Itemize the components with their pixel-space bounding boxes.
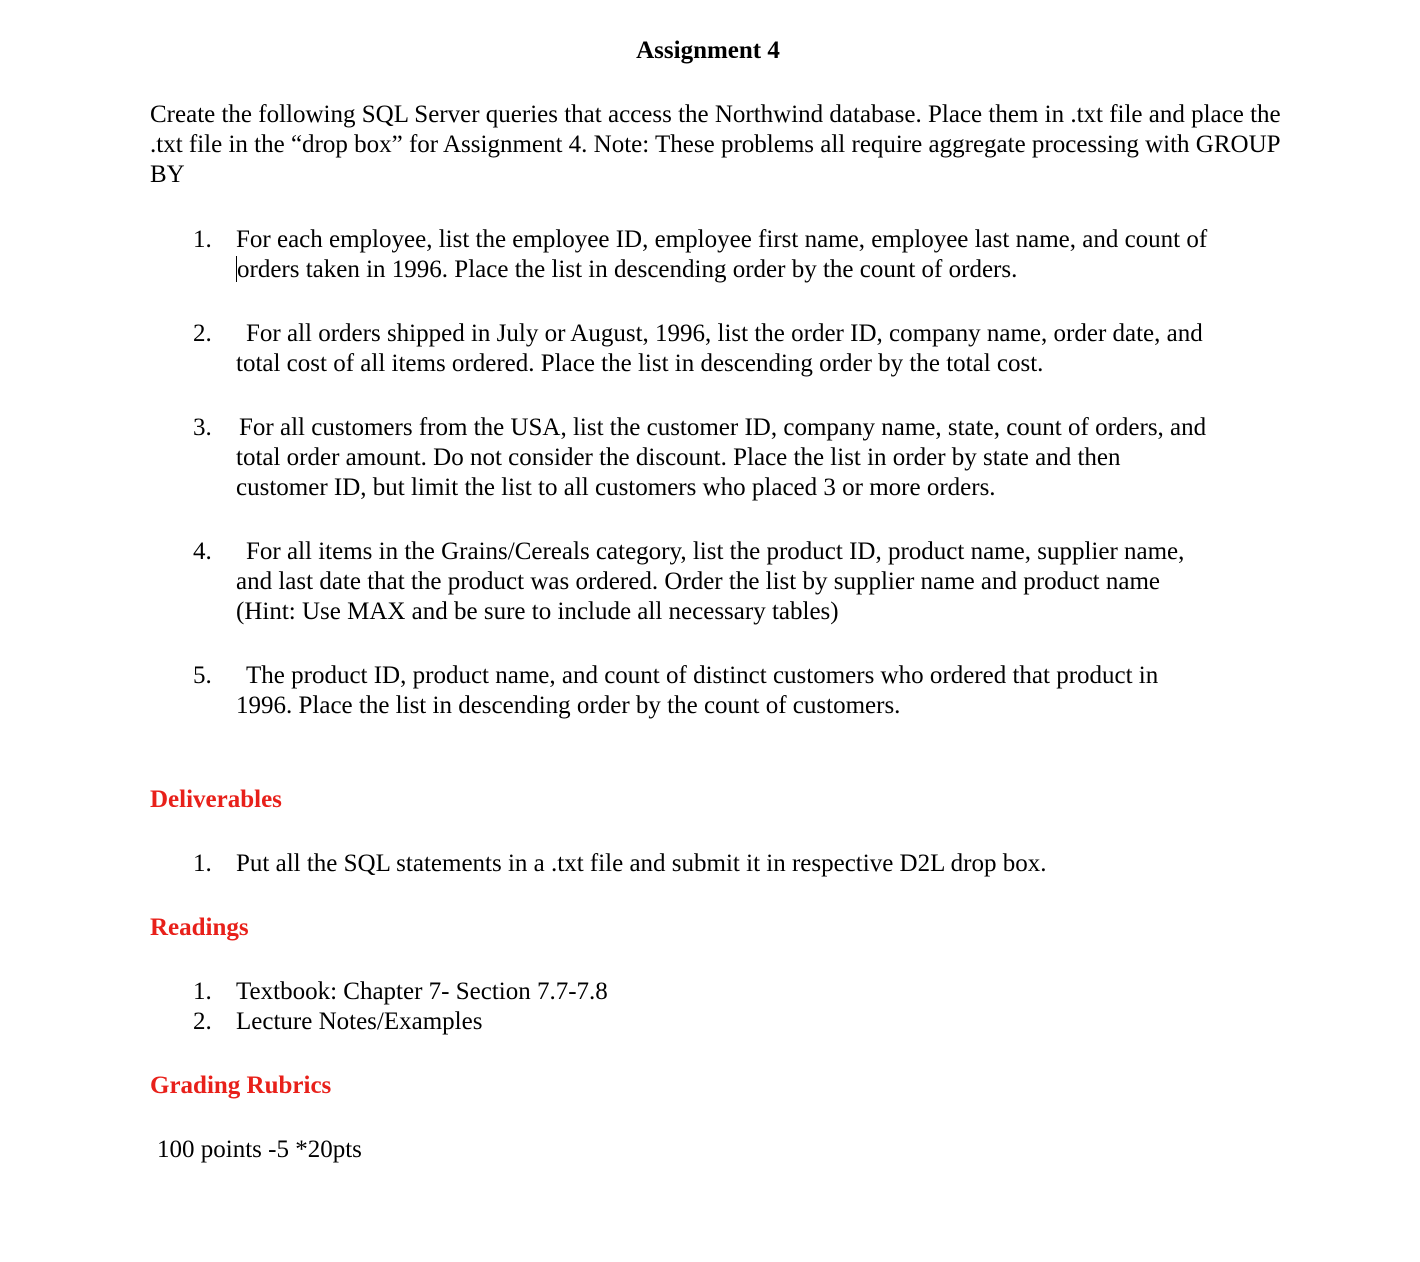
deliverable-number: 1. — [193, 850, 212, 877]
deliverables-heading: Deliverables — [150, 786, 282, 813]
readings-heading: Readings — [150, 914, 249, 941]
problem-item — [193, 225, 1273, 285]
problem-line: The product ID, product name, and count of distinct customers who ordered that product in — [246, 662, 1159, 689]
problem-number: 1. — [193, 226, 212, 253]
grading-heading: Grading Rubrics — [150, 1072, 332, 1099]
problem-number: 3. — [193, 414, 212, 441]
problem-line-text: orders taken in 1996. Place the list in descending order by the count of orders. — [237, 256, 1018, 283]
problem-item — [193, 413, 1273, 503]
problem-item — [193, 661, 1273, 721]
problem-line — [236, 255, 1273, 285]
reading-item — [193, 977, 1273, 1007]
reading-number: 1. — [193, 978, 212, 1005]
intro-paragraph: Create the following SQL Server queries that access the Northwind database. Place them in .txt file and place the .txt file in the “drop box” for Assignment 4. Note: These problems all require aggregate processing with GROUP BY — [150, 101, 1281, 188]
deliverable-text: Put all the SQL statements in a .txt file and submit it in respective D2L drop box. — [236, 850, 1047, 877]
reading-item — [193, 1007, 1273, 1037]
deliverable-item — [193, 849, 1273, 879]
problem-line: For all orders shipped in July or August, 1996, list the order ID, company name, order date, and — [246, 320, 1203, 347]
page-title: Assignment 4 — [636, 37, 780, 64]
reading-text: Lecture Notes/Examples — [236, 1008, 483, 1035]
problem-number: 4. — [193, 538, 212, 565]
problem-line: customer ID, but limit the list to all customers who placed 3 or more orders. — [236, 474, 996, 501]
problem-number: 2. — [193, 320, 212, 347]
grading-text: 100 points -5 *20pts — [157, 1136, 362, 1163]
problem-line: total cost of all items ordered. Place the list in descending order by the total cost. — [236, 350, 1044, 377]
reading-number: 2. — [193, 1008, 212, 1035]
problem-line: For all customers from the USA, list the customer ID, company name, state, count of orders, and — [239, 414, 1207, 441]
problem-line: total order amount. Do not consider the discount. Place the list in order by state and then — [236, 444, 1121, 471]
problem-item — [193, 319, 1273, 379]
problem-line: (Hint: Use MAX and be sure to include all necessary tables) — [236, 598, 839, 625]
reading-text: Textbook: Chapter 7- Section 7.7-7.8 — [236, 978, 608, 1005]
problem-line: For all items in the Grains/Cereals category, list the product ID, product name, supplier name, — [246, 538, 1185, 565]
problem-number: 5. — [193, 662, 212, 689]
problem-line: 1996. Place the list in descending order by the count of customers. — [236, 692, 901, 719]
problem-line: For each employee, list the employee ID, employee first name, employee last name, and count of — [236, 226, 1208, 253]
problem-item — [193, 537, 1273, 627]
problem-line: and last date that the product was ordered. Order the list by supplier name and product name — [236, 568, 1161, 595]
